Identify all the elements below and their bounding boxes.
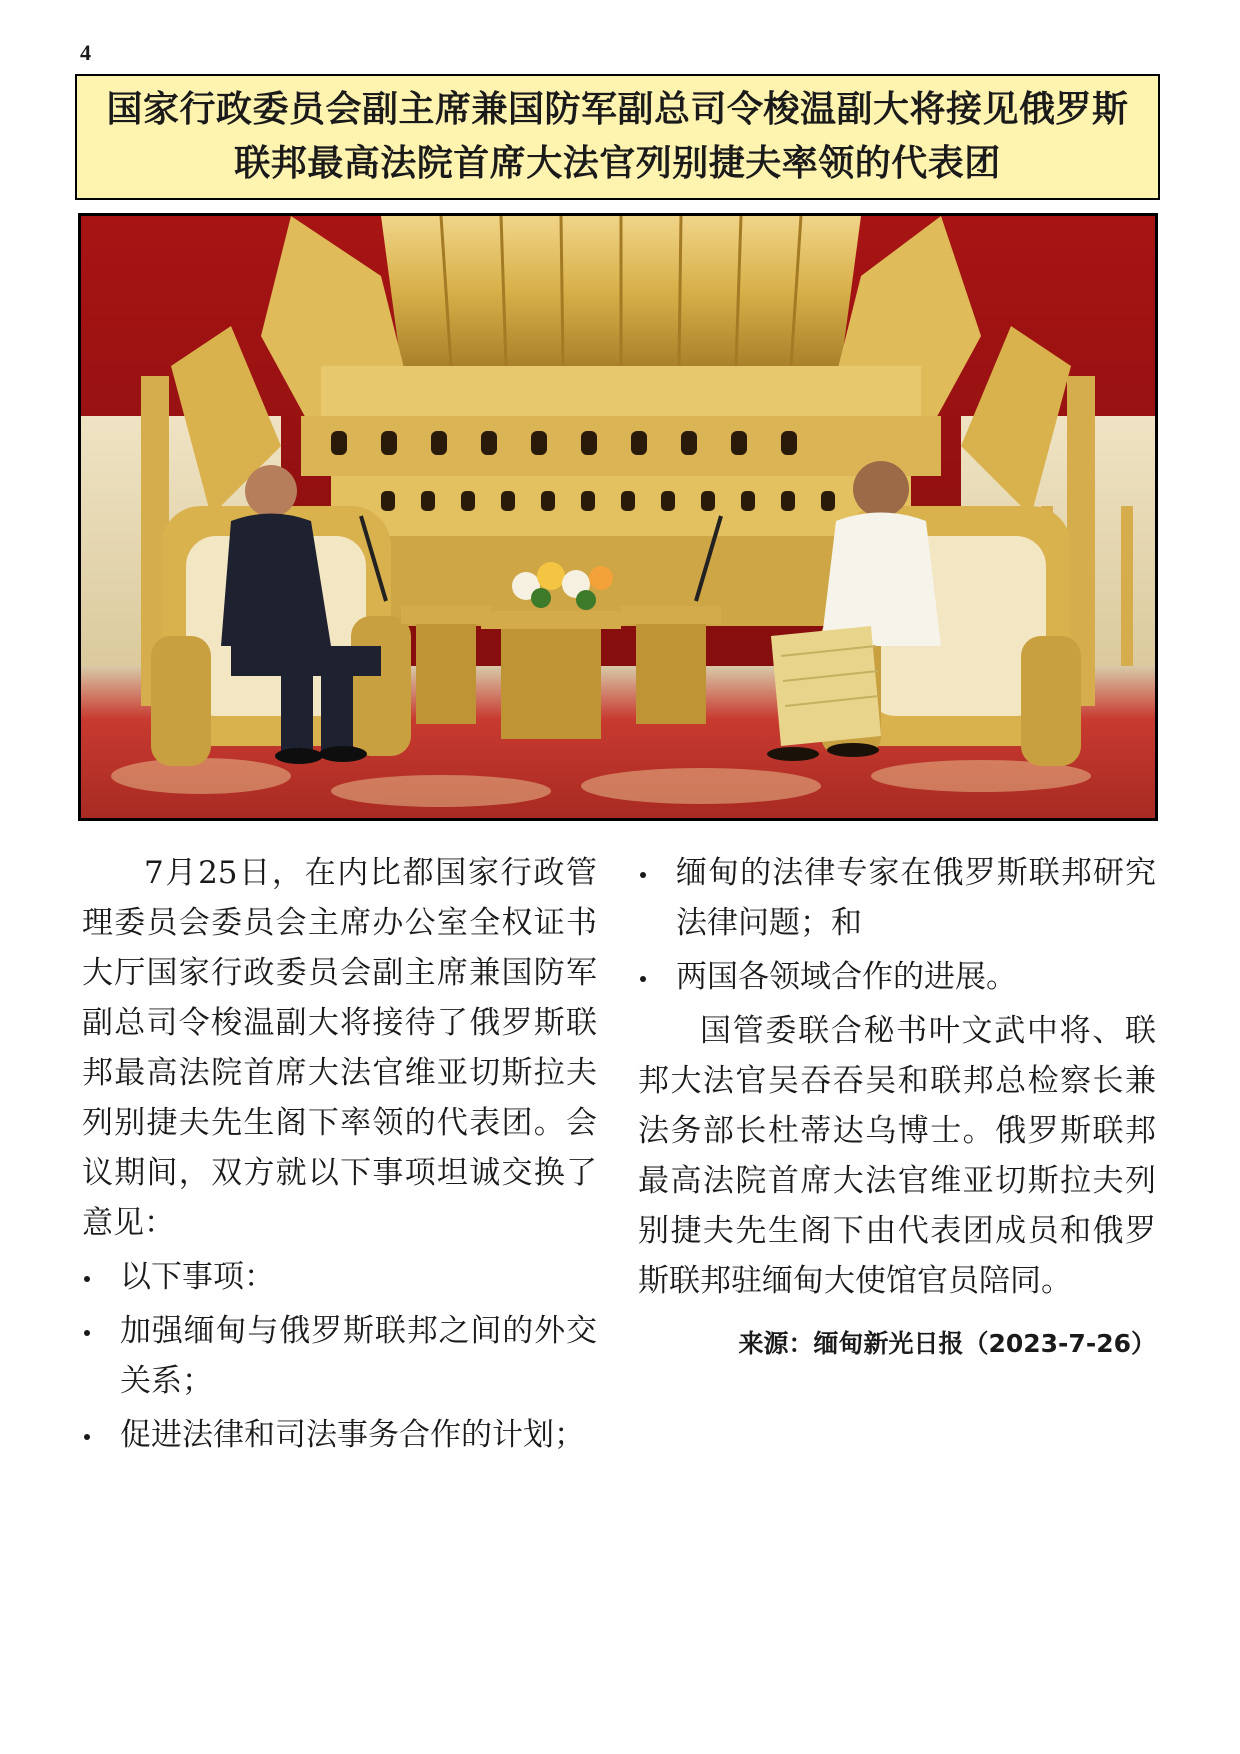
list-item: 加强缅甸与俄罗斯联邦之间的外交关系；	[82, 1306, 597, 1406]
headline-box	[75, 74, 1160, 200]
page-number: 4	[80, 40, 91, 65]
intro-paragraph: 7月25日，在内比都国家行政管理委员会委员会主席办公室全权证书大厅国家行政委员会副主席兼国防军副总司令梭温副大将接待了俄罗斯联邦最高法院首席大法官维亚切斯拉夫列别捷夫先生阁下率领的代表团。会议期间，双方就以下事项坦诚交换了意见：	[82, 855, 597, 1241]
body-column-left	[82, 848, 597, 1464]
list-item: 以下事项：	[82, 1252, 597, 1302]
headline-line-1: 国家行政委员会副主席兼国防军副总司令梭温副大将接见俄罗斯	[106, 89, 1129, 130]
discussion-topics-left	[82, 1252, 597, 1460]
closing-paragraph: 国管委联合秘书叶文武中将、联邦大法官吴吞吞吴和联邦总检察长兼法务部长杜蒂达乌博士。俄罗斯联邦最高法院首席大法官维亚切斯拉夫列别捷夫先生阁下由代表团成员和俄罗斯联邦驻缅甸大使馆官员陪同。	[638, 1013, 1156, 1299]
source-credit: 来源：缅甸新光日报（2023-7-26）	[738, 1329, 1156, 1358]
discussion-topics-right	[638, 848, 1156, 1002]
list-item: 缅甸的法律专家在俄罗斯联邦研究法律问题；和	[638, 848, 1156, 948]
meeting-photo-icon	[81, 216, 1155, 818]
body-column-right	[638, 848, 1156, 1364]
meeting-photo	[78, 213, 1158, 821]
headline-line-2: 联邦最高法院首席大法官列别捷夫率领的代表团	[234, 143, 1001, 184]
list-item: 促进法律和司法事务合作的计划；	[82, 1410, 597, 1460]
list-item: 两国各领域合作的进展。	[638, 952, 1156, 1002]
